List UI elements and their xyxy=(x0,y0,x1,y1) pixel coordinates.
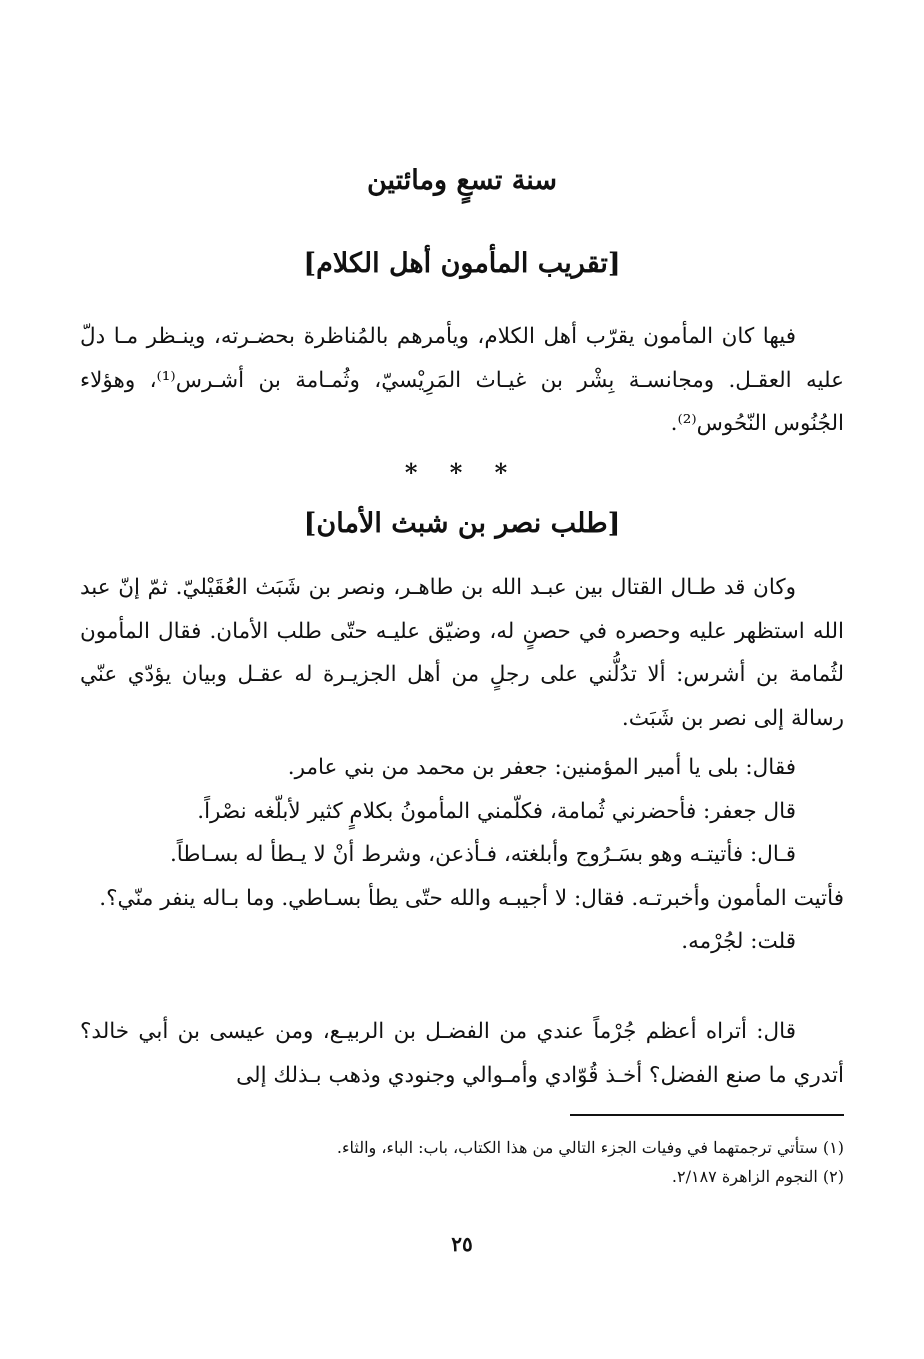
section-separator-stars: * * * xyxy=(404,458,520,487)
footnote: (١) ستأتي ترجمتهما في وفيات الجزء التالي من هذا الكتاب، باب: الباء، والثاء. xyxy=(336,1138,844,1157)
dialogue-line: فقال: بلى يا أمير المؤمنين: جعفر بن محمد من بني عامر. xyxy=(287,755,796,780)
paragraph-1: فيها كان المأمون يقرّب أهل الكلام، ويأمرهم بالمُناظرة بحضـرته، وينـظر مـا دلّ عليه العقـل. ومجانسـة بِشْر بن غيـاث المَرِيْسيّ، وثُمـامة بن أشـرس⁽¹⁾، وهؤلاء الجُنُوس النّحُوس⁽²⁾. xyxy=(80,324,844,436)
page-number: ٢٥ xyxy=(451,1232,473,1256)
section-heading-2: [طلب نصر بن شبث الأمان] xyxy=(303,508,621,539)
footnotes xyxy=(80,1133,844,1191)
footnote-separator xyxy=(570,1114,844,1116)
footnote: (٢) النجوم الزاهرة ٢/١٨٧. xyxy=(671,1167,844,1186)
dialogue-line: قـال: فأتيتـه وهو بسَـرُوج وأبلغته، فـأذعن، وشرط أنْ لا يـطأ له بسـاطاً. xyxy=(169,842,796,867)
dialogue-line: قال جعفر: فأحضرني ثُمامة، فكلّمني المأمونُ بكلامٍ كثير لأبلّغه نصْراً. xyxy=(197,798,796,824)
paragraph-2: وكان قد طـال القتال بين عبـد الله بن طاهـر، ونصر بن شَبَث العُقَيْليّ. ثمّ إنّ عبد الله استظهر عليه وحصره في حصنٍ له، وضيّق عليـه حتّى طلب الأمان. فقال المأمون لثُمامة بن أشرس: ألا تدُلُّني على رجلٍ من أهل الجزيـرة له عقـل وبيان يؤدّي عنّي رسالة إلى نصر بن شَبَث. xyxy=(80,575,844,731)
section-heading-1: [تقريب المأمون أهل الكلام] xyxy=(303,248,621,279)
dialogue-paragraph: فأتيت المأمون وأخبرتـه. فقال: لا أجيبـه والله حتّى يطأ بسـاطي. وما بـاله ينفر منّي؟. xyxy=(99,885,844,911)
page-title: سنة تسعٍ ومائتين xyxy=(366,165,558,196)
dialogue-line: قلت: لجُرْمه. xyxy=(681,929,796,954)
paragraph-3: قال: أتراه أعظم جُرْماً عندي من الفضـل بن الربيـع، ومن عيسى بن أبي خالد؟ أتدري ما صنع الفضل؟ أخـذ قُوّادي وأمـوالي وجنودي وذهب بـذلك إلى xyxy=(80,1019,844,1088)
dialogue-block xyxy=(80,746,844,964)
